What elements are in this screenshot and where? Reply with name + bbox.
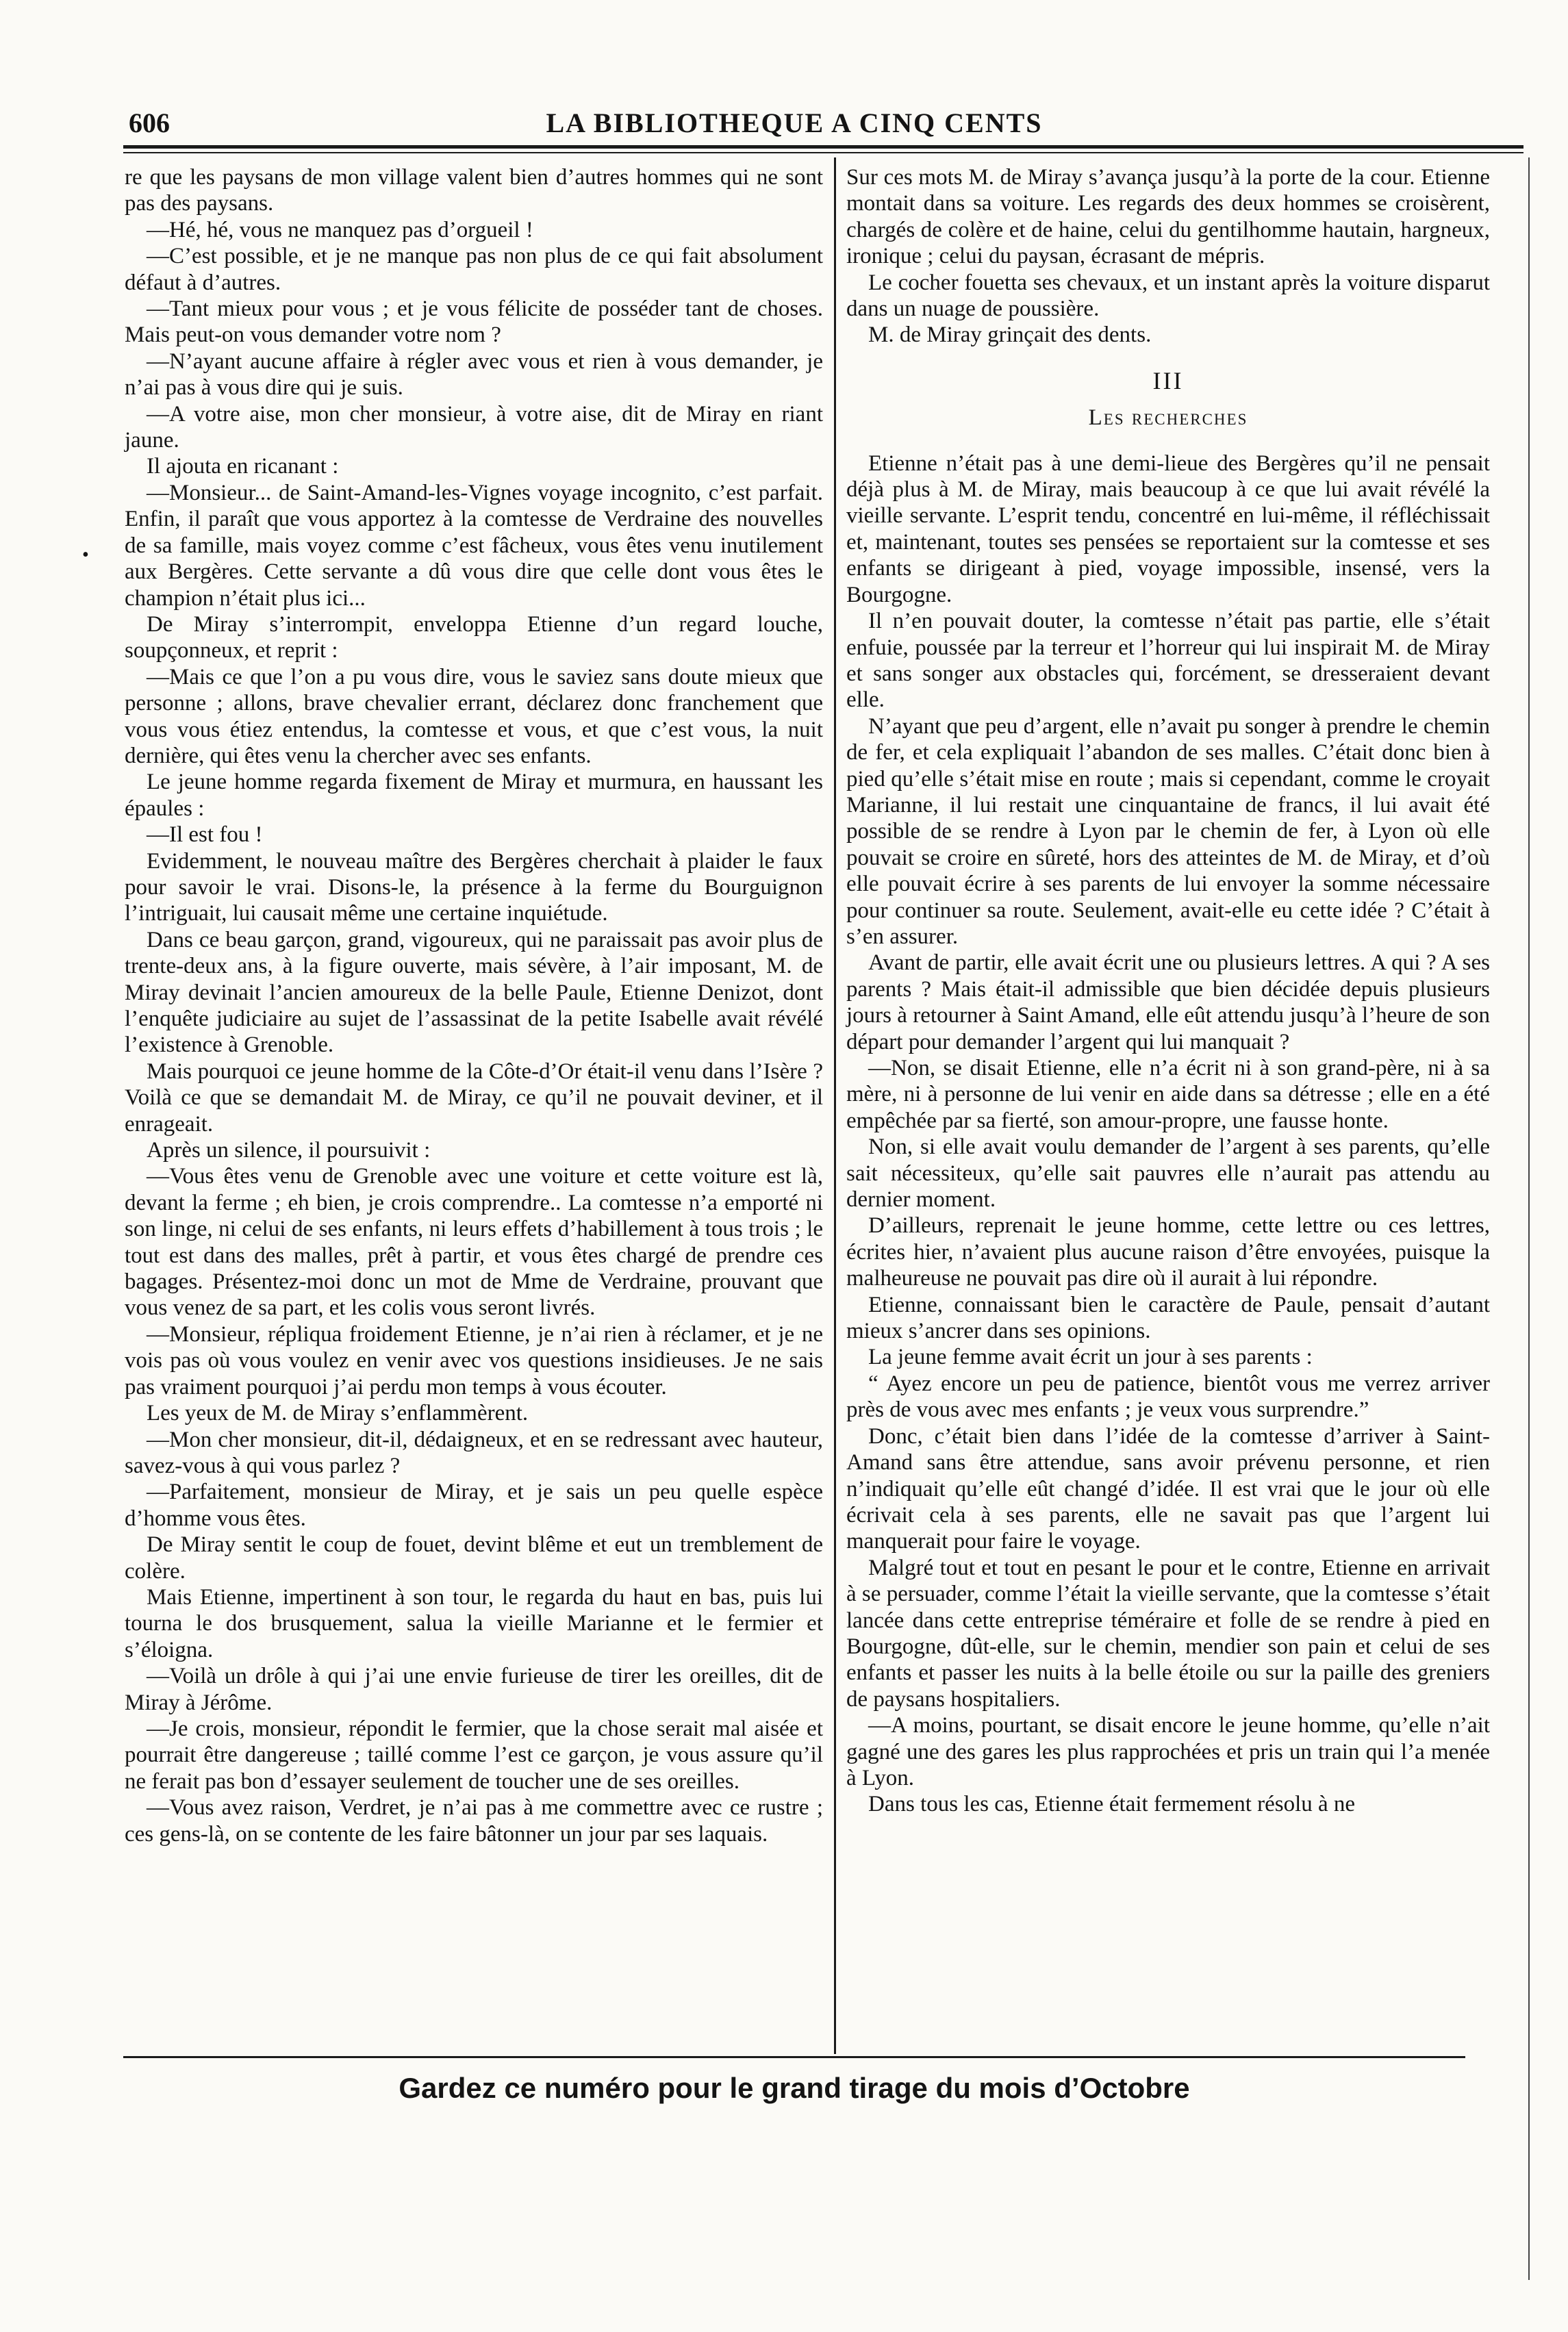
paragraph: —Parfaitement, monsieur de Miray, et je sais un peu quelle espèce d’homme vous êtes. bbox=[125, 1480, 823, 1531]
paragraph: —Tant mieux pour vous ; et je vous félicite de posséder tant de choses. Mais peut-on vous demander votre nom ? bbox=[125, 296, 823, 348]
paragraph: —Vous avez raison, Verdret, je n’ai pas à me commettre avec ce rustre ; ces gens-là, on se contente de les faire bâtonner un jour par ses laquais. bbox=[125, 1795, 823, 1847]
paragraph: N’ayant que peu d’argent, elle n’avait pu songer à prendre le chemin de fer, et cela expliquait l’abandon de ses malles. C’était donc bien à pied qu’elle s’était mise en route ; mais si cependant, comme le croyait Marianne, il lui restait une cinquantaine de francs, il lui avait été possible de se rendre à Lyon par le chemin de fer, à Lyon où elle pouvait se croire en sûreté, hors des atteintes de M. de Miray, et d’où elle pouvait écrire à ses parents de lui envoyer la somme nécessaire pour continuer sa route. Seulement, avait-elle eu cette idée ? C’était à s’en assurer. bbox=[846, 713, 1490, 949]
paragraph: —A moins, pourtant, se disait encore le jeune homme, qu’elle n’ait gagné une des gares les plus rapprochées et pris un train qui l’a menée à Lyon. bbox=[846, 1713, 1490, 1790]
paragraph: —N’ayant aucune affaire à régler avec vous et rien à vous demander, je n’ai pas à vous dire qui je suis. bbox=[125, 348, 823, 401]
paragraph: Dans tous les cas, Etienne était fermement résolu à ne bbox=[868, 1792, 1356, 1817]
paragraph: Avant de partir, elle avait écrit une ou plusieurs lettres. A qui ? A ses parents ? Mais était-il admissible que bien décidée depuis plusieurs jours à retourner à Saint Amand, elle eût attendu jusqu’à l’heure de son départ pour demander l’argent qui lui manquait ? bbox=[846, 950, 1490, 1054]
paragraph: —Monsieur... de Saint-Amand-les-Vignes voyage incognito, c’est parfait. Enfin, il paraît que vous apportez à la comtesse de Verdraine des nouvelles de sa famille, mais voyez comme c’est fâcheux, vous êtes venu inutilement aux Bergères. Cette servante a dû vous dire que celle dont vous êtes le champion n’était plus ici... bbox=[125, 480, 823, 611]
paragraph: Evidemment, le nouveau maître des Bergères cherchait à plaider le faux pour savoir le vrai. Disons-le, la présence à la ferme du Bourguignon l’intriguait, lui causait même une certaine inquiétude. bbox=[125, 848, 823, 926]
page-number: 606 bbox=[129, 107, 170, 138]
paragraph: Donc, c’était bien dans l’idée de la comtesse d’arriver à Saint-Amand sans être attendue, sans avoir prévenu personne, et rien n’indiquait qu’elle eût changé d’idée. Il est vrai que le jour où elle écrivait cela à ses parents, elle ne savait pas que l’argent lui manquerait pour faire le voyage. bbox=[846, 1423, 1490, 1554]
column-divider bbox=[834, 157, 836, 2054]
running-title: LA BIBLIOTHEQUE A CINQ CENTS bbox=[546, 107, 1043, 138]
paragraph: —C’est possible, et je ne manque pas non plus de ce qui fait absolument défaut à d’autres. bbox=[125, 244, 823, 295]
paragraph: D’ailleurs, reprenait le jeune homme, cette lettre ou ces lettres, écrites hier, n’avaient plus aucune raison d’être envoyées, puisque la malheureuse ne pouvait pas dire où il aurait à lui répondre. bbox=[846, 1213, 1490, 1291]
paragraph: Le cocher fouetta ses chevaux, et un instant après la voiture disparut dans un nuage de poussière. bbox=[846, 270, 1490, 322]
header-rule-thin bbox=[123, 152, 1523, 153]
left-column bbox=[125, 164, 823, 1847]
paragraph: re que les paysans de mon village valent bien d’autres hommes qui ne sont pas des paysans. bbox=[125, 165, 823, 216]
paragraph: —Mais ce que l’on a pu vous dire, vous le saviez sans doute mieux que personne ; allons, brave chevalier errant, déclarez donc franchement que vous vous étiez entendus, la comtesse et vous, et que c’est vous, la nuit dernière, qui êtes venu la chercher avec ses enfants. bbox=[125, 664, 823, 768]
paragraph: Sur ces mots M. de Miray s’avança jusqu’à la porte de la cour. Etienne montait dans sa voiture. Les regards des deux hommes se croisèrent, chargés de colère et de haine, celui du gentilhomme hautain, hargneux, ironique ; celui du paysan, écrasant de mépris. bbox=[846, 165, 1490, 269]
paragraph: Malgré tout et tout en pesant le pour et le contre, Etienne en arrivait à se persuader, comme l’était la vieille servante, que la comtesse s’était lancée dans cette entreprise téméraire et folle de se rendre à pied en Bourgogne, dût-elle, sur le chemin, mendier son pain et celui de ses enfants et passer les nuits à la belle étoile ou sur la paille des greniers de paysans hospitaliers. bbox=[846, 1555, 1490, 1712]
margin-dot: • bbox=[82, 544, 89, 566]
paragraph: “ Ayez encore un peu de patience, bientôt vous me verrez arriver près de vous avec mes enfants ; je veux vous surprendre.” bbox=[846, 1371, 1490, 1423]
paragraph: —A votre aise, mon cher monsieur, à votre aise, dit de Miray en riant jaune. bbox=[125, 401, 823, 453]
paragraph: —Mon cher monsieur, dit-il, dédaigneux, et en se redressant avec hauteur, savez-vous à qui vous parlez ? bbox=[125, 1427, 823, 1478]
paragraph: Le jeune homme regarda fixement de Miray et murmura, en haussant les épaules : bbox=[125, 770, 823, 821]
paragraph: La jeune femme avait écrit un jour à ses parents : bbox=[868, 1345, 1313, 1370]
paragraph: —Vous êtes venu de Grenoble avec une voiture et cette voiture est là, devant la ferme ; eh bien, je crois comprendre.. La comtesse n’a emporté ni son linge, ni celui de ses enfants, ni leurs effets d’habillement à tous trois ; le tout est dans des malles, prêt à partir, et vous êtes chargé de prendre ces bagages. Présentez-moi donc un mot de Mme de Verdraine, prouvant que vous venez de sa part, et les colis vous seront livrés. bbox=[125, 1164, 823, 1321]
paragraph: —Monsieur, répliqua froidement Etienne, je n’ai rien à réclamer, et je ne vois pas où vous voulez en venir avec vos questions insidieuses. Je ne sais pas vraiment pourquoi j’ai perdu mon temps à vous écouter. bbox=[125, 1321, 823, 1399]
paragraph: Après un silence, il poursuivit : bbox=[147, 1138, 431, 1163]
page-edge-rule bbox=[1528, 157, 1530, 2280]
footer-notice: Gardez ce numéro pour le grand tirage du mois d’Octobre bbox=[399, 2072, 1190, 2104]
section-title: Les recherches bbox=[1088, 405, 1248, 431]
paragraph: Dans ce beau garçon, grand, vigoureux, qui ne paraissait pas avoir plus de trente-deux ans, à la figure ouverte, mais sévère, à l’air imposant, M. de Miray devinait l’ancien amoureux de la belle Paule, Etienne Denizot, dont l’enquête judiciaire au sujet de l’assassinat de la petite Isabelle avait révélé l’existence à Grenoble. bbox=[125, 927, 823, 1058]
right-column bbox=[846, 164, 1490, 1818]
chapter-number: III bbox=[1152, 366, 1184, 394]
paragraph: —Je crois, monsieur, répondit le fermier, que la chose serait mal aisée et pourrait être dangereuse ; taillé comme l’est ce garçon, je vous assure qu’il ne ferait pas bon d’essayer seulement de toucher une de ses oreilles. bbox=[125, 1716, 823, 1794]
paragraph: Il ajouta en ricanant : bbox=[147, 454, 339, 479]
paragraph: De Miray sentit le coup de fouet, devint blême et eut un tremblement de colère. bbox=[125, 1532, 823, 1584]
footer-rule bbox=[123, 2056, 1465, 2058]
paragraph: De Miray s’interrompit, enveloppa Etienne d’un regard louche, soupçonneux, et reprit : bbox=[125, 611, 823, 663]
paragraph: —Non, se disait Etienne, elle n’a écrit ni à son grand-père, ni à sa mère, ni à personne de lui venir en aide dans sa détresse ; elle en a été empêchée par sa fierté, son amour-propre, une fausse honte. bbox=[846, 1056, 1490, 1133]
header-rule-thick bbox=[123, 145, 1523, 149]
paragraph: Mais pourquoi ce jeune homme de la Côte-d’Or était-il venu dans l’Isère ? Voilà ce que se demandait M. de Miray, ce qu’il ne pouvait deviner, et il enrageait. bbox=[125, 1059, 823, 1137]
paragraph: —Il est fou ! bbox=[147, 822, 263, 848]
paragraph: M. de Miray grinçait des dents. bbox=[868, 322, 1152, 348]
paragraph: Il n’en pouvait douter, la comtesse n’était pas partie, elle s’était enfuie, poussée par la terreur et l’horreur qui lui inspirait M. de Miray et sans songer aux obstacles qui, forcément, se dresseraient devant elle. bbox=[846, 609, 1490, 713]
paragraph: —Hé, hé, vous ne manquez pas d’orgueil ! bbox=[147, 217, 533, 242]
page-header bbox=[123, 103, 1465, 144]
paragraph: Les yeux de M. de Miray s’enflammèrent. bbox=[147, 1401, 529, 1426]
paragraph: Etienne n’était pas à une demi-lieue des Bergères qu’il ne pensait déjà plus à M. de Miray, mais beaucoup à ce que lui avait révélé la vieille servante. L’esprit tendu, concentré en lui-même, il réfléchissait et, maintenant, toutes ses pensées se reportaient sur la comtesse et ses enfants se dirigeant à pied, voyage impossible, insensé, vers la Bourgogne. bbox=[846, 451, 1490, 607]
paragraph: Non, si elle avait voulu demander de l’argent à ses parents, qu’elle sait nécessiteux, qu’elle sait pauvres elle n’aurait pas attendu au dernier moment. bbox=[846, 1135, 1490, 1213]
paragraph: —Voilà un drôle à qui j’ai une envie furieuse de tirer les oreilles, dit de Miray à Jérôme. bbox=[125, 1664, 823, 1715]
paragraph: Etienne, connaissant bien le caractère de Paule, pensait d’autant mieux s’ancrer dans ses opinions. bbox=[846, 1292, 1490, 1344]
paragraph: Mais Etienne, impertinent à son tour, le regarda du haut en bas, puis lui tourna le dos brusquement, salua la vieille Marianne et le fermier et s’éloigna. bbox=[125, 1584, 823, 1662]
